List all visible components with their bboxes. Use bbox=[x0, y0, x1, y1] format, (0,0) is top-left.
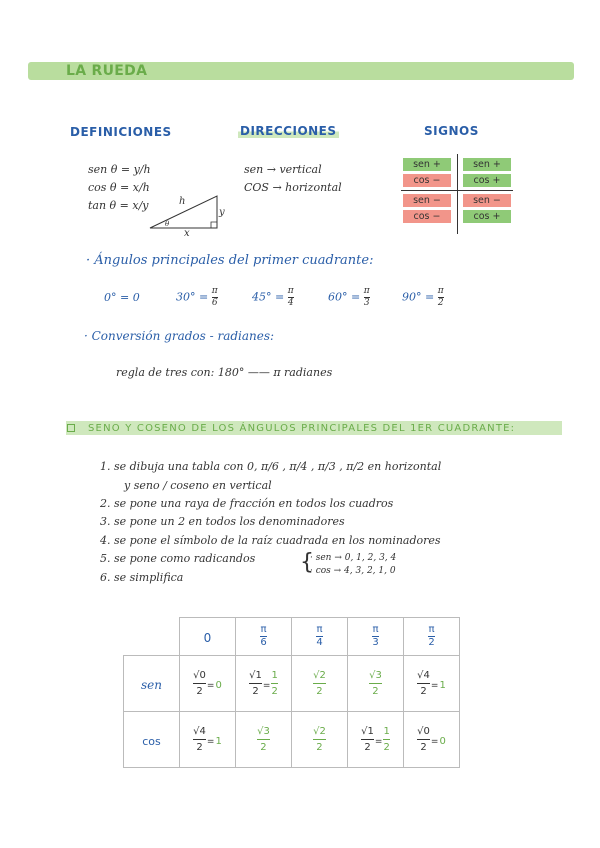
table-header-0: 0 bbox=[180, 618, 236, 656]
angulo-60: 60° = $\frac{\pi}{3}$ bbox=[328, 286, 370, 308]
step-5: 5. se pone como radicandos bbox=[100, 552, 256, 565]
table-header-pi4: $\frac{\pi}{4}$ bbox=[292, 618, 348, 656]
header-definiciones: DEFINICIONES bbox=[70, 125, 172, 139]
def-sen: sen θ = y/h bbox=[88, 163, 151, 176]
dir-sen: sen → vertical bbox=[244, 163, 322, 176]
angulo-0: 0° = 0 bbox=[104, 291, 140, 304]
angulo-45: 45° = $\frac{\pi}{4}$ bbox=[252, 286, 294, 308]
table-header-pi3: $\frac{\pi}{3}$ bbox=[348, 618, 404, 656]
section-title: SENO Y COSENO DE LOS ÁNGULOS PRINCIPALES DEL 1ER CUADRANTE: bbox=[88, 423, 516, 434]
angulo-90: 90° = $\frac{\pi}{2}$ bbox=[402, 286, 444, 308]
table-header-pi2: $\frac{\pi}{2}$ bbox=[404, 618, 460, 656]
signo-q2-cos: cos − bbox=[403, 174, 451, 187]
table-cell: $\frac{√1}{2}$ = $\frac{1}{2}$ bbox=[236, 656, 292, 712]
axis-vertical bbox=[457, 154, 458, 234]
table-cell: $\frac{√0}{2}$ =0 bbox=[404, 712, 460, 768]
table-cell: $\frac{√2}{2}$ bbox=[292, 656, 348, 712]
conversion-text: regla de tres con: 180° —— π radianes bbox=[116, 366, 333, 379]
table-header-pi6: $\frac{\pi}{6}$ bbox=[236, 618, 292, 656]
step-4: 4. se pone el símbolo de la raíz cuadrada en los nominadores bbox=[100, 534, 441, 547]
seno-coseno-table bbox=[123, 617, 460, 768]
brace-icon: { bbox=[300, 550, 314, 575]
angulo-30: 30° = $\frac{\pi}{6}$ bbox=[176, 286, 218, 308]
dir-cos: COS → horizontal bbox=[244, 181, 342, 194]
step-1: 1. se dibuja una tabla con 0, π/6 , π/4 , π/3 , π/2 en horizontal bbox=[100, 460, 442, 473]
table-corner bbox=[124, 618, 180, 656]
header-signos: SIGNOS bbox=[424, 124, 479, 138]
table-cell: $\frac{√1}{2}$ = $\frac{1}{2}$ bbox=[348, 712, 404, 768]
radicandos-sen: · sen → 0, 1, 2, 3, 4 bbox=[310, 553, 397, 563]
conversion-title: · Conversión grados - radianes: bbox=[84, 329, 275, 343]
header-direcciones: DIRECCIONES bbox=[240, 124, 337, 138]
table-cell: $\frac{√0}{2}$ =0 bbox=[180, 656, 236, 712]
signo-q4-cos: cos + bbox=[463, 210, 511, 223]
step-6: 6. se simplifica bbox=[100, 571, 184, 584]
step-3: 3. se pone un 2 en todos los denominadores bbox=[100, 515, 345, 528]
signo-q3-sen: sen − bbox=[403, 194, 451, 207]
def-tan: tan θ = x/y bbox=[88, 199, 149, 212]
signos-grid bbox=[403, 156, 513, 234]
triangle-label-h: h bbox=[179, 196, 186, 207]
table-cell: $\frac{√4}{2}$ =1 bbox=[180, 712, 236, 768]
triangle-label-x: x bbox=[184, 228, 190, 239]
row-label-sen: sen bbox=[124, 656, 180, 712]
row-label-cos: cos bbox=[124, 712, 180, 768]
page-title: LA RUEDA bbox=[66, 63, 148, 79]
signo-q2-sen: sen + bbox=[403, 158, 451, 171]
step-2: 2. se pone una raya de fracción en todos los cuadros bbox=[100, 497, 394, 510]
signo-q3-cos: cos − bbox=[403, 210, 451, 223]
table-cell: $\frac{√3}{2}$ bbox=[348, 656, 404, 712]
axis-horizontal bbox=[401, 190, 513, 191]
section-bullet-icon bbox=[67, 424, 75, 432]
def-cos: cos θ = x/h bbox=[88, 181, 150, 194]
angulos-title: · Ángulos principales del primer cuadrante: bbox=[86, 253, 374, 268]
signo-q1-sen: sen + bbox=[463, 158, 511, 171]
step-1-cont: y seno / coseno en vertical bbox=[124, 479, 272, 492]
triangle-label-angle: θ bbox=[165, 220, 170, 228]
radicandos-cos: · cos → 4, 3, 2, 1, 0 bbox=[310, 566, 396, 576]
triangle-label-y: y bbox=[219, 207, 225, 218]
signo-q4-sen: sen − bbox=[463, 194, 511, 207]
table-cell: $\frac{√4}{2}$ =1 bbox=[404, 656, 460, 712]
signo-q1-cos: cos + bbox=[463, 174, 511, 187]
table-cell: $\frac{√2}{2}$ bbox=[292, 712, 348, 768]
table-cell: $\frac{√3}{2}$ bbox=[236, 712, 292, 768]
